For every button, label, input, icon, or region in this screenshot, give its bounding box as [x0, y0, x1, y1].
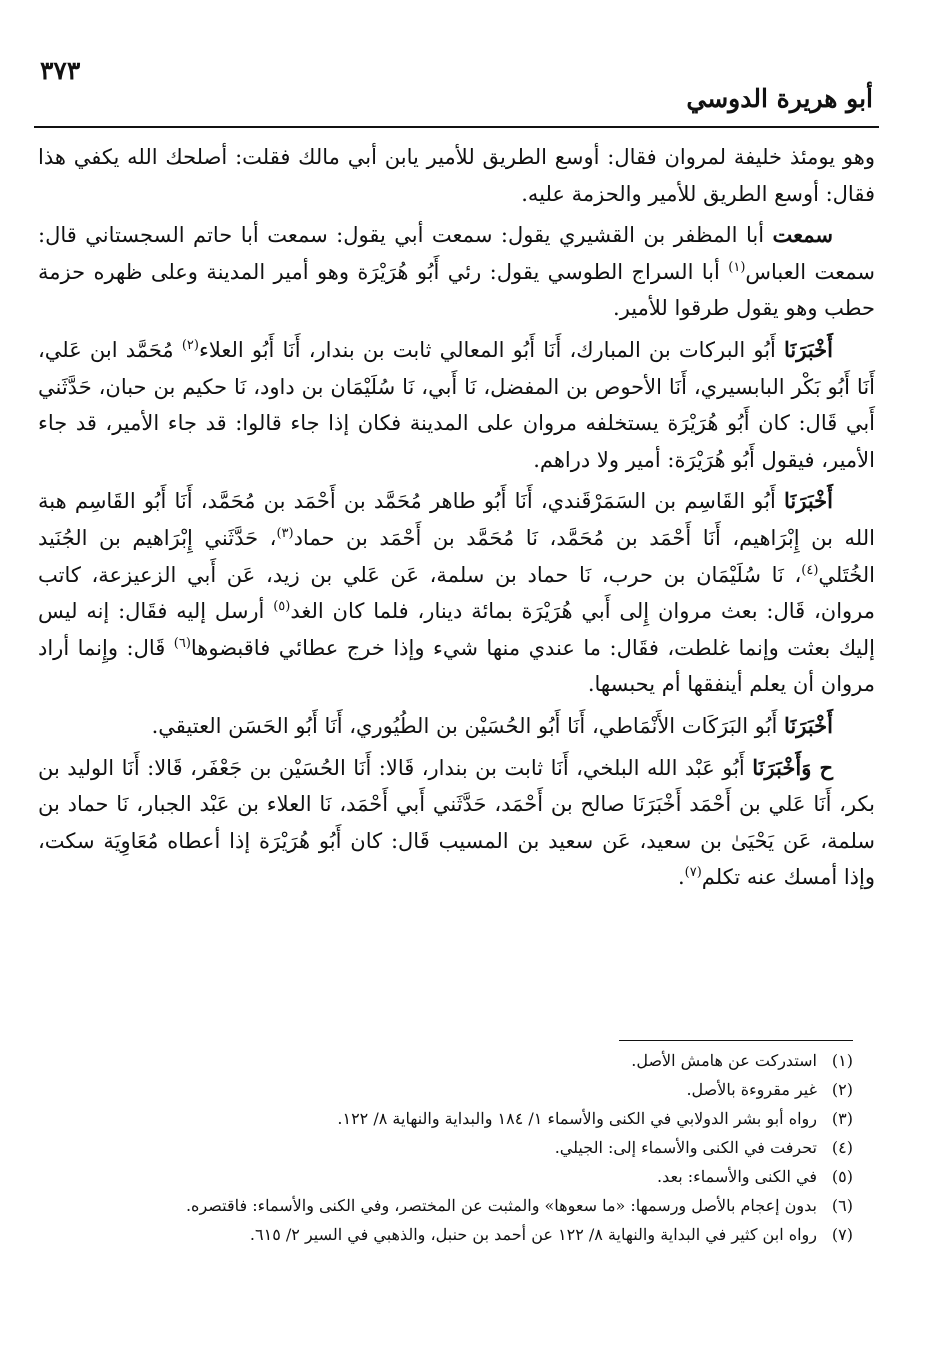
paragraph-text: قَال: وإِنما أراد مروان أن يعلم أينفقها أم يحبسها.: [38, 635, 875, 697]
footnote-ref-4: (٤): [801, 562, 819, 578]
footnote-text: رواه أبو بشر الدولابي في الكنى والأسماء ١/ ١٨٤ والبداية والنهاية ٨/ ١٢٢.: [337, 1109, 817, 1128]
footnote-number: (٦): [831, 1196, 853, 1215]
footnote-number: (١): [831, 1051, 853, 1070]
footnote-text: في الكنى والأسماء: بعد.: [657, 1167, 817, 1186]
paragraph-text: أَبُو القَاسِم بن السَمَرْقَندي، أَنَا أَبُو طاهر مُحَمَّد بن أَحْمَد بن مُحَمَّد، أَنَا أَبُو القَاسِم هبة الله بن إِبْرَاهيم، أَنَا أَحْمَد بن مُحَمَّد، نَا مُحَمَّد بن أَحْمَد بن حماد: [38, 489, 875, 550]
footnote-number: (٢): [831, 1080, 853, 1099]
paragraph-3: [38, 332, 875, 478]
footnote-number: (٣): [831, 1109, 853, 1128]
paragraph-text: أَبُو البركات بن المبارك، أَنَا أَبُو المعالي ثابت بن بندار، أَنَا أَبُو العلاء: [198, 337, 785, 362]
paragraph-text: ، حَدَّثَني إِبْرَاهيم بن الجُنَيد الخُتَلي: [38, 525, 875, 587]
paragraph-1: [38, 139, 875, 212]
footnote-number: (٥): [831, 1167, 853, 1186]
paragraph-text: مُحَمَّد ابن عَلي، أَنَا أَبُو بَكْر البابسيري، أَنَا الأحوص بن المفضل، نَا أَبي، نَا سُلَيْمَان بن داود، نَا حكيم بن حبان، حَدَّثَني أَبي قَال: كان أَبُو هُرَيْرَة يستخلفه مروان على المدينة فكان إذا جاء قالوا: قد جاء الأمير، قد جاء الأمير، فيقول أَبُو هُرَيْرَة: أمير ولا دراهم.: [38, 337, 875, 472]
footnote-ref-2: (٢): [181, 337, 199, 353]
footnote: [40, 1075, 853, 1104]
footnote-text: بدون إعجام بالأصل ورسمها: «ما سعوها» والمثبت عن المختصر، وفي الكنى والأسماء: فاقتصره.: [185, 1196, 817, 1215]
paragraph-lead-word: ح وَأَخْبَرَنَا: [752, 754, 833, 780]
paragraph-text: وهو يومئذ خليفة لمروان فقال: أوسع الطريق للأمير يابن أبي مالك فقلت: أصلحك الله يكفي هذا فقال: أوسع الطريق للأمير والحزمة عليه.: [38, 145, 875, 206]
paragraph-lead-word: سمعت: [772, 222, 833, 248]
footnote-rule: [619, 1040, 853, 1041]
header-rule: [34, 126, 879, 128]
footnote: [40, 1104, 853, 1133]
paragraph-5: [38, 708, 875, 745]
footnote-ref-5: (٥): [273, 599, 291, 615]
footnote-number: (٤): [831, 1138, 853, 1157]
footnote-text: رواه ابن كثير في البداية والنهاية ٨/ ١٢٢ عن أحمد بن حنبل، والذهبي في السير ٢/ ٦١٥.: [249, 1225, 817, 1244]
paragraph-text: أبا المظفر بن القشيري يقول: سمعت أبي يقول: سمعت أبا حاتم السجستاني قال: سمعت العباس: [38, 223, 875, 284]
footnote-ref-3: (٣): [276, 525, 294, 541]
paragraph-lead-word: أَخْبَرَنَا: [784, 712, 833, 738]
paragraph-6: [38, 750, 875, 896]
footnote: [40, 1191, 853, 1220]
paragraph-lead-word: أَخْبَرَنَا: [784, 336, 833, 362]
footnote-ref-1: (١): [728, 259, 746, 275]
page-number: ٣٧٣: [40, 56, 81, 85]
paragraph-text: أرسل إليه فقَال: إنه ليس إليك بعثت وإنما غلطت، فقَال: ما عندي منها شيء وإذا خرج عطائي فاقبضوها: [38, 599, 875, 660]
paragraph-lead-word: أَخْبَرَنَا: [784, 488, 833, 514]
footnotes: [40, 1046, 853, 1249]
body-text: [38, 139, 875, 896]
paragraph-text: ، نَا سُلَيْمَان بن حرب، نَا حماد بن سلمة، عَن عَلي بن زيد، عَن أَبي الزعيزعة، كاتب مروان، قَال: بعث مروان إِلى أَبي هُرَيْرَة بمائة دينار، فلما كان الغد: [38, 562, 875, 624]
footnote-ref-6: (٦): [173, 635, 191, 651]
footnote-text: استدركت عن هامش الأصل.: [631, 1051, 817, 1070]
footnote-number: (٧): [831, 1225, 853, 1244]
footnote-text: غير مقروءة بالأصل.: [686, 1080, 817, 1099]
footnote: [40, 1046, 853, 1075]
paragraph-text: أَبُو البَرَكَات الأَنْمَاطي، أَنَا أَبُو الحُسَيْن بن الطُيُوري، أَنَا أَبُو الحَسَن العتيقي.: [151, 713, 785, 738]
footnote-ref-7: (٧): [684, 865, 702, 881]
paragraph-text: أبا السراج الطوسي يقول: رئي أَبُو هُرَيْرَة وهو أمير المدينة وعلى ظهره حزمة حطب وهو يقول طرقوا للأمير.: [38, 259, 875, 321]
paragraph-4: [38, 483, 875, 703]
running-head: أبو هريرة الدوسي: [686, 84, 873, 113]
paragraph-2: [38, 217, 875, 327]
footnote-text: تحرفت في الكنى والأسماء إلى: الجيلي.: [554, 1138, 817, 1157]
footnote: [40, 1220, 853, 1249]
footnote: [40, 1162, 853, 1191]
paragraph-text: .: [677, 865, 685, 890]
paragraph-text: أَبُو عَبْد الله البلخي، أَنَا ثابت بن بندار، قَالا: أَنَا الحُسَيْن بن جَعْفَر، قَالا: أَنَا الوليد بن بكر، أَنَا عَلي بن أَحْمَد أَخْبَرَنَا صالح بن أَحْمَد، حَدَّثَني أَبي أَحْمَد، نَا العلاء بن عَبْد الجبار، نَا حماد بن سلمة، عَن يَحْيَىٰ بن سعيد، عَن سعيد بن المسيب قَال: كان أَبُو هُرَيْرَة إذا أعطاه مُعَاوِيَة سكت، وإذا أمسك عنه تكلم: [38, 755, 875, 890]
footnote: [40, 1133, 853, 1162]
